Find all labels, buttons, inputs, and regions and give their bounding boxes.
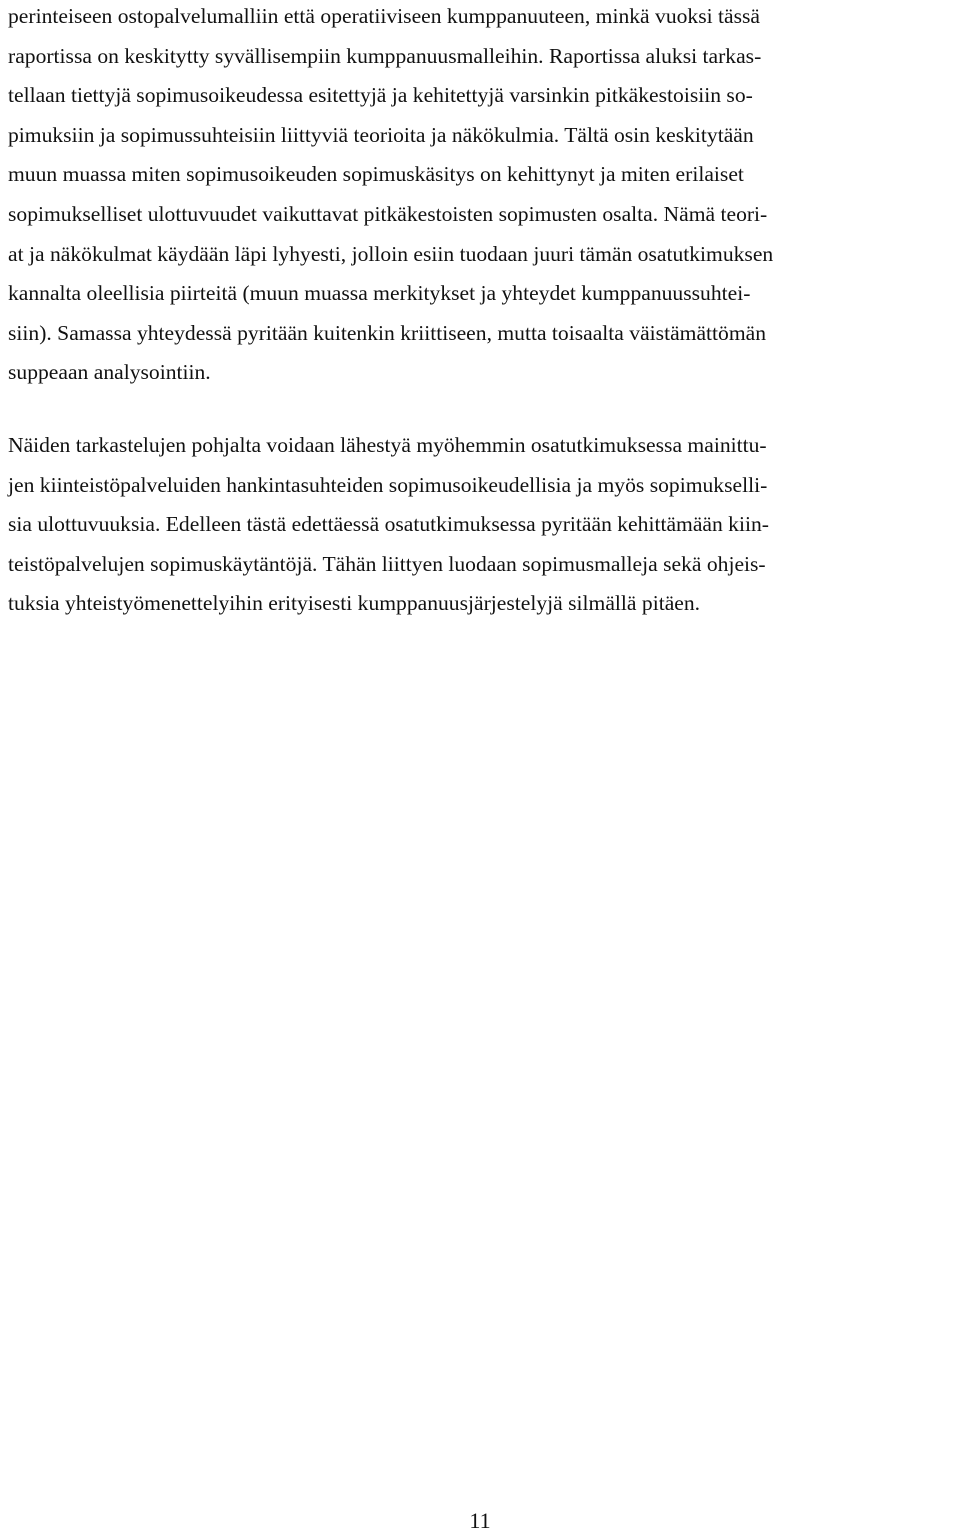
paragraph-line: jen kiinteistöpalveluiden hankintasuhteiden sopimusoikeudellisia ja myös sopimukselli- [8, 472, 768, 497]
paragraph-line: muun muassa miten sopimusoikeuden sopimuskäsitys on kehittynyt ja miten erilaiset [8, 162, 744, 187]
paragraph-2 [8, 426, 956, 624]
paragraph-line: pimuksiin ja sopimussuhteisiin liittyviä teorioita ja näkökulmia. Tältä osin keskitytään [8, 122, 754, 147]
paragraph-line: perinteiseen ostopalvelumalliin että operatiiviseen kumppanuuteen, minkä vuoksi tässä [8, 4, 760, 28]
paragraph-line: sia ulottuvuuksia. Edelleen tästä edettäessä osatutkimuksessa pyritään kehittämään kiin- [8, 512, 769, 537]
paragraph-1 [8, 0, 956, 393]
paragraph-line: at ja näkökulmat käydään läpi lyhyesti, jolloin esiin tuodaan juuri tämän osatutkimuksen [8, 241, 774, 266]
paragraph-line: siin). Samassa yhteydessä pyritään kuitenkin kriittiseen, mutta toisaalta väistämättömän [8, 320, 767, 345]
paragraph-line: raportissa on keskitytty syvällisempiin kumppanuusmalleihin. Raportissa aluksi tarkas- [8, 43, 762, 68]
paragraph-line: teistöpalvelujen sopimuskäytäntöjä. Tähän liittyen luodaan sopimusmalleja sekä ohjeis- [8, 551, 766, 576]
paragraph-line: tuksia yhteistyömenettelyihin erityisesti kumppanuusjärjestelyjä silmällä pitäen. [8, 591, 701, 616]
paragraph-line: kannalta oleellisia piirteitä (muun muassa merkitykset ja yhteydet kumppanuussuhtei- [8, 281, 751, 306]
paragraph-line: Näiden tarkastelujen pohjalta voidaan lähestyä myöhemmin osatutkimuksessa mainittu- [8, 433, 767, 457]
paragraph-line: sopimukselliset ulottuvuudet vaikuttavat pitkäkestoisten sopimusten osalta. Nämä teori- [8, 201, 768, 226]
paragraph-line: suppeaan analysointiin. [8, 360, 211, 385]
page-number: 11 [469, 1508, 491, 1533]
paragraph-line: tellaan tiettyjä sopimusoikeudessa esitettyjä ja kehitettyjä varsinkin pitkäkestoisiin so- [8, 83, 753, 108]
